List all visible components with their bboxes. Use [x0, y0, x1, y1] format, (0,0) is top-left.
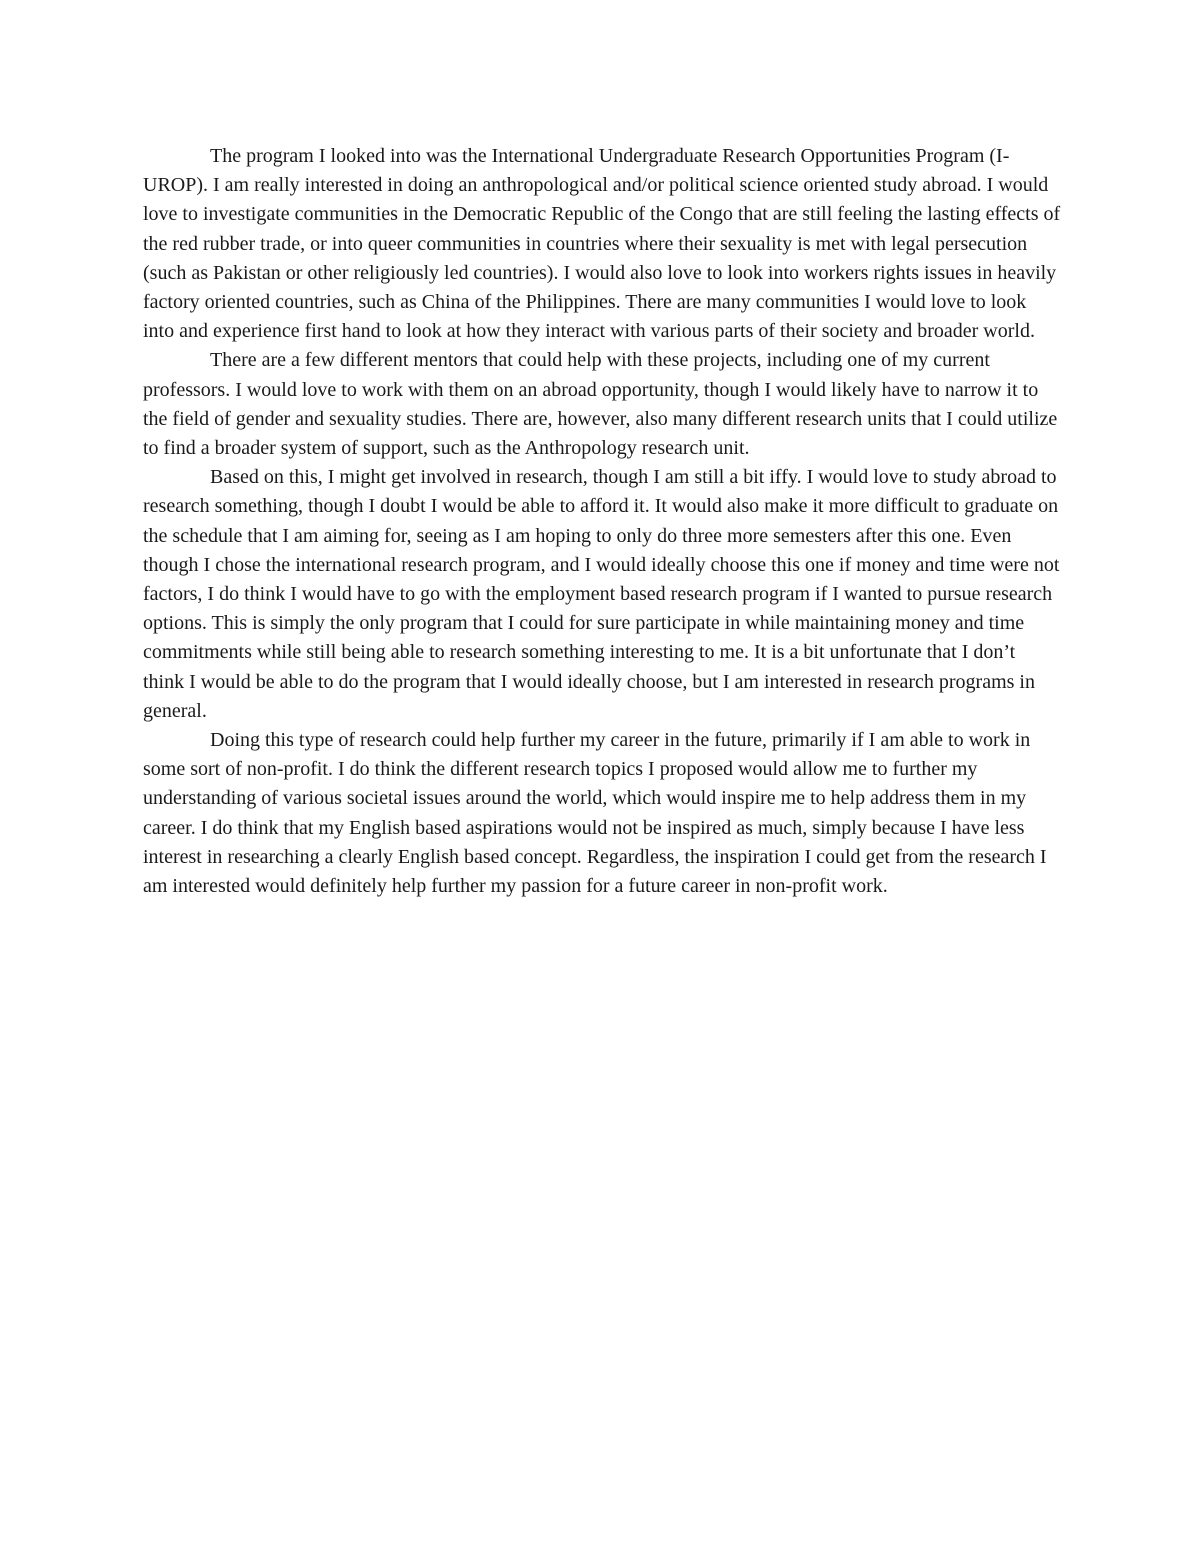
- paragraph-mentors: There are a few different mentors that could help with these projects, including one of my current professors. I would love to work with them on an abroad opportunity, though I would likely have to narrow it to the field of gender and sexuality studies. There are, however, also many different research units that I could utilize to find a broader system of support, such as the Anthropology research unit.: [143, 349, 1058, 460]
- document-body: [143, 142, 1061, 901]
- paragraph-involvement: Based on this, I might get involved in research, though I am still a bit iffy. I would love to study abroad to research something, though I doubt I would be able to afford it. It would also make it more difficult to graduate on the schedule that I am aiming for, seeing as I am hoping to only do three more semesters after this one. Even though I chose the international research program, and I would ideally choose this one if money and time were not factors, I do think I would have to go with the employment based research program if I wanted to pursue research options. This is simply the only program that I could for sure participate in while maintaining money and time commitments while still being able to research something interesting to me. It is a bit unfortunate that I don’t think I would be able to do the program that I would ideally choose, but I am interested in research programs in general.: [143, 466, 1060, 722]
- paragraph-career: Doing this type of research could help further my career in the future, primarily if I am able to work in some sort of non-profit. I do think the different research topics I proposed would allow me to further my understanding of various societal issues around the world, which would inspire me to help address them in my career. I do think that my English based aspirations would not be inspired as much, simply because I have less interest in researching a clearly English based concept. Regardless, the inspiration I could get from the research I am interested would definitely help further my passion for a future career in non-profit work.: [143, 729, 1047, 898]
- paragraph-program-choice: The program I looked into was the International Undergraduate Research Opportunities Program (I-UROP). I am really interested in doing an anthropological and/or political science oriented study abroad. I would love to investigate communities in the Democratic Republic of the Congo that are still feeling the lasting effects of the red rubber trade, or into queer communities in countries where their sexuality is met with legal persecution (such as Pakistan or other religiously led countries). I would also love to look into workers rights issues in heavily factory oriented countries, such as China of the Philippines. There are many communities I would love to look into and experience first hand to look at how they interact with various parts of their society and broader world.: [143, 145, 1061, 343]
